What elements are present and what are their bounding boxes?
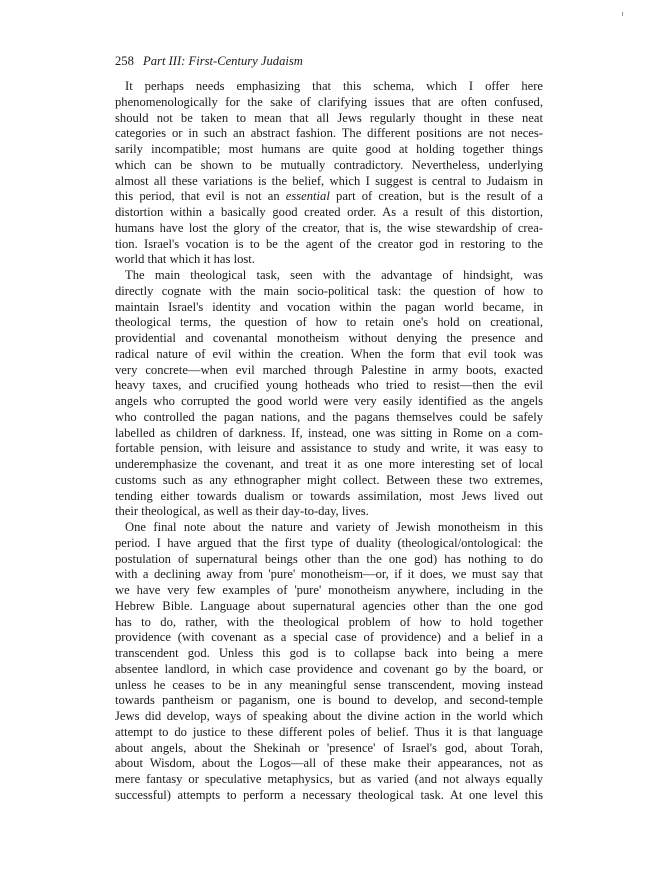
text-line: world that which it has lost. bbox=[115, 252, 255, 267]
text-line: It perhaps needs emphasizing that this schema, which I offer here bbox=[125, 79, 543, 93]
text-line: Jews did develop, ways of speaking about the divine action in the world which bbox=[115, 709, 543, 723]
book-page bbox=[115, 54, 543, 804]
text-line: directly cognate with the main socio-political task: the question of how to bbox=[115, 283, 543, 298]
text-line: fortable pension, with leisure and assistance to study and write, it was easy to bbox=[115, 441, 543, 456]
text-line: mere fantasy or speculative metaphysics, but as varied (and not always equally bbox=[115, 772, 543, 786]
text-line: humans have lost the glory of the creator, that is, the wise stewardship of crea- bbox=[115, 220, 543, 235]
text-line: underemphasize the covenant, and treat it as one more interesting set of local bbox=[115, 457, 543, 471]
body-text bbox=[115, 79, 543, 804]
text-line: has to do, rather, with the theological problem of how to hold together bbox=[115, 614, 543, 629]
text-line: almost all these variations is the belief, which I suggest is central to Judaism in bbox=[115, 173, 543, 188]
running-title: Part III: First-Century Judaism bbox=[143, 54, 303, 68]
text-line: successful) attempts to perform a necessary theological task. At one level this bbox=[115, 787, 543, 802]
text-line: with a declining away from 'pure' monotheism—or, if it does, we must say that bbox=[115, 567, 543, 582]
text-line: towards pantheism or paganism, one is bound to develop, and second-temple bbox=[115, 693, 543, 708]
text-line: phenomenologically for the sake of clarifying issues that are often confused, bbox=[115, 94, 543, 109]
text-line: sarily incompatible; most humans are quite good at holding together things bbox=[115, 142, 543, 156]
text-line: radical nature of evil within the creation. When the form that evil took was bbox=[115, 346, 543, 361]
text-line: absentee landlord, in which case providence and covenant go by the board, or bbox=[115, 661, 543, 676]
text-line: angels who corrupted the good world were very easily identified as the angels bbox=[115, 394, 543, 408]
running-head bbox=[115, 54, 543, 69]
text-line: providential and covenantal monotheism without denying the presence and bbox=[115, 331, 543, 345]
text-line: very concrete—when evil marched through Palestine in army boots, exacted bbox=[115, 362, 543, 377]
text-line: customs such as any ethnographer might collect. Between these two extremes, bbox=[115, 472, 543, 487]
scan-mark bbox=[622, 12, 623, 16]
text-line: should not be taken to mean that all Jews regularly thought in these neat bbox=[115, 110, 543, 125]
paragraph bbox=[115, 79, 543, 268]
page-number: 258 bbox=[115, 54, 134, 68]
text-line: tion. Israel's vocation is to be the agent of the creator god in restoring to the bbox=[115, 236, 543, 251]
text-line: about Wisdom, about the Logos—all of these make their appearances, not as bbox=[115, 756, 543, 771]
text-line: about angels, about the Shekinah or 'presence' of Israel's god, about Torah, bbox=[115, 740, 543, 755]
text-line: theological terms, the question of how to retain one's hold on creational, bbox=[115, 315, 543, 330]
paragraph bbox=[115, 520, 543, 804]
text-line: categories or in such an abstract fashion. The different positions are not neces- bbox=[115, 126, 543, 141]
text-line: The main theological task, seen with the advantage of hindsight, was bbox=[125, 268, 543, 282]
text-line: unless he ceases to be in any meaningful sense transcendent, moving instead bbox=[115, 677, 543, 692]
text-line: labelled as children of darkness. If, instead, one was sitting in Rome on a com- bbox=[115, 425, 543, 440]
text-line: Hebrew Bible. Language about supernatural agencies other than the one god bbox=[115, 598, 543, 613]
text-line: who controlled the pagan nations, and the pagans themselves could be safely bbox=[115, 409, 543, 424]
text-line: providence (with covenant as a special case of providence) and a belief in a bbox=[115, 630, 543, 645]
text-line: distortion within a basically good created order. As a result of this distortion, bbox=[115, 205, 543, 219]
text-line: heavy taxes, and crucified young hotheads who tried to resist—then the evil bbox=[115, 378, 543, 393]
text-line: period. I have argued that the first type of duality (theological/ontological: the bbox=[115, 535, 543, 550]
text-line: their theological, as well as their day-to-day, lives. bbox=[115, 504, 369, 519]
text-line: which can be shown to be mutually contradictory. Nevertheless, underlying bbox=[115, 157, 543, 172]
paragraph bbox=[115, 268, 543, 520]
text-line: this period, that evil is not an essential part of creation, but is the result of a bbox=[115, 189, 543, 204]
text-line: attempt to do justice to these different poles of belief. Thus it is that language bbox=[115, 724, 543, 739]
text-line: postulation of supernatural beings other than the one god) has nothing to do bbox=[115, 551, 543, 566]
text-line: we have very few examples of 'pure' monotheism anywhere, including in the bbox=[115, 583, 543, 597]
text-line: transcendent god. Unless this god is to collapse back into being a mere bbox=[115, 646, 543, 660]
text-line: tending either towards dualism or towards assimilation, most Jews lived out bbox=[115, 488, 543, 503]
text-line: One final note about the nature and variety of Jewish monotheism in this bbox=[125, 520, 543, 534]
text-line: maintain Israel's identity and vocation within the pagan world became, in bbox=[115, 299, 543, 314]
